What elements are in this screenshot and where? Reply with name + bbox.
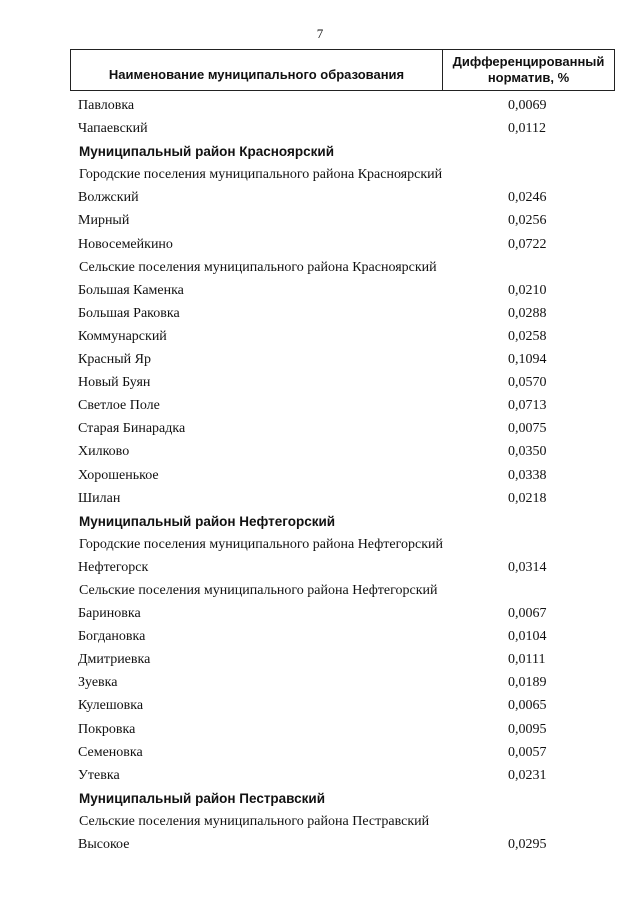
row-value: 0,0295	[508, 837, 547, 852]
table-row	[78, 464, 608, 487]
row-name: Чапаевский	[78, 121, 148, 137]
table-row	[78, 741, 608, 764]
row-name: Хилково	[78, 444, 130, 460]
row-name: Павловка	[78, 98, 135, 113]
row-value: 0,0067	[508, 606, 547, 622]
table-row	[78, 371, 608, 394]
group-heading	[79, 579, 609, 602]
header-name-column: Наименование муниципального образования	[71, 50, 443, 90]
table-row	[78, 487, 608, 510]
row-name: Покровка	[78, 721, 136, 737]
group-heading	[79, 256, 609, 279]
table-row	[78, 648, 608, 671]
row-name: Высокое	[78, 837, 130, 852]
row-name: Шилан	[78, 490, 121, 506]
row-value: 0,0338	[508, 467, 547, 483]
row-name: Коммунарский	[78, 328, 167, 344]
table-row	[78, 94, 608, 117]
row-value: 0,0104	[508, 629, 547, 645]
row-name: Зуевка	[78, 675, 118, 691]
page-number: 7	[316, 26, 324, 41]
row-value: 0,0256	[508, 213, 547, 229]
row-name: Светлое Поле	[78, 398, 160, 414]
row-name: Сельские поселения муниципального района Красноярский	[79, 259, 437, 275]
table-row	[78, 694, 608, 717]
table-row	[78, 209, 608, 232]
row-name: Кулешовка	[78, 698, 144, 714]
table-row	[78, 556, 608, 579]
row-value: 0,0210	[508, 282, 547, 298]
table-body	[78, 94, 608, 856]
table-row	[78, 602, 608, 625]
header-norm-line1: Дифференцированный	[452, 54, 605, 69]
table-row	[78, 302, 608, 325]
row-value: 0,0065	[508, 698, 547, 714]
row-name: Утевка	[78, 767, 120, 783]
row-value: 0,0112	[508, 121, 546, 137]
row-value: 0,0057	[508, 744, 547, 760]
row-name: Семеновка	[78, 744, 143, 760]
table-row	[78, 417, 608, 440]
row-value: 0,0350	[508, 444, 547, 460]
row-name: Бариновка	[78, 606, 141, 622]
table-row	[78, 833, 608, 856]
table-row	[78, 718, 608, 741]
row-value: 0,0189	[508, 675, 547, 691]
table-row	[78, 671, 608, 694]
row-name: Богдановка	[78, 629, 146, 645]
group-heading	[79, 810, 609, 833]
row-name: Красный Яр	[78, 352, 151, 368]
row-value: 0,0713	[508, 398, 547, 414]
row-value: 0,0111	[508, 652, 546, 668]
district-heading	[79, 510, 609, 533]
row-name: Хорошенькое	[78, 467, 159, 483]
row-name: Большая Раковка	[78, 305, 180, 321]
row-name: Сельские поселения муниципального района Нефтегорский	[79, 582, 438, 598]
row-value: 0,0314	[508, 559, 547, 575]
row-name: Новосемейкино	[78, 236, 173, 252]
row-value: 0,0231	[508, 767, 547, 783]
row-name: Мирный	[78, 213, 130, 229]
table-row	[78, 233, 608, 256]
row-value: 0,0722	[508, 236, 547, 252]
district-heading	[79, 140, 609, 163]
row-name: Городские поселения муниципального района Красноярский	[79, 167, 443, 183]
row-name: Сельские поселения муниципального района Пестравский	[79, 813, 430, 829]
row-name: Дмитриевка	[78, 652, 151, 668]
header-norm-column	[443, 50, 614, 90]
row-name: Городские поселения муниципального района Нефтегорский	[79, 536, 443, 552]
row-name: Нефтегорск	[78, 559, 149, 575]
table-row	[78, 348, 608, 371]
group-heading	[79, 163, 609, 186]
row-value: 0,0570	[508, 375, 547, 391]
row-name: Большая Каменка	[78, 282, 184, 298]
row-value: 0,0218	[508, 490, 547, 506]
district-heading	[79, 787, 609, 810]
row-value: 0,1094	[508, 352, 547, 368]
row-value: 0,0258	[508, 328, 547, 344]
row-value: 0,0069	[508, 98, 547, 113]
row-name: Муниципальный район Пестравский	[79, 790, 326, 806]
row-name: Муниципальный район Красноярский	[79, 144, 334, 160]
row-name: Муниципальный район Нефтегорский	[79, 513, 336, 529]
row-value: 0,0246	[508, 190, 547, 206]
row-value: 0,0075	[508, 421, 547, 437]
table-row	[78, 440, 608, 463]
table-row	[78, 394, 608, 417]
row-name: Старая Бинарадка	[78, 421, 186, 437]
row-name: Волжский	[78, 190, 139, 206]
row-name: Новый Буян	[78, 375, 151, 391]
row-value: 0,0288	[508, 305, 547, 321]
table-row	[78, 625, 608, 648]
row-value: 0,0095	[508, 721, 547, 737]
table-row	[78, 764, 608, 787]
group-heading	[79, 533, 609, 556]
table-row	[78, 186, 608, 209]
table-row	[78, 279, 608, 302]
table-row	[78, 117, 608, 140]
header-norm-line2: норматив, %	[487, 70, 570, 85]
table-header	[70, 49, 615, 91]
table-row	[78, 325, 608, 348]
